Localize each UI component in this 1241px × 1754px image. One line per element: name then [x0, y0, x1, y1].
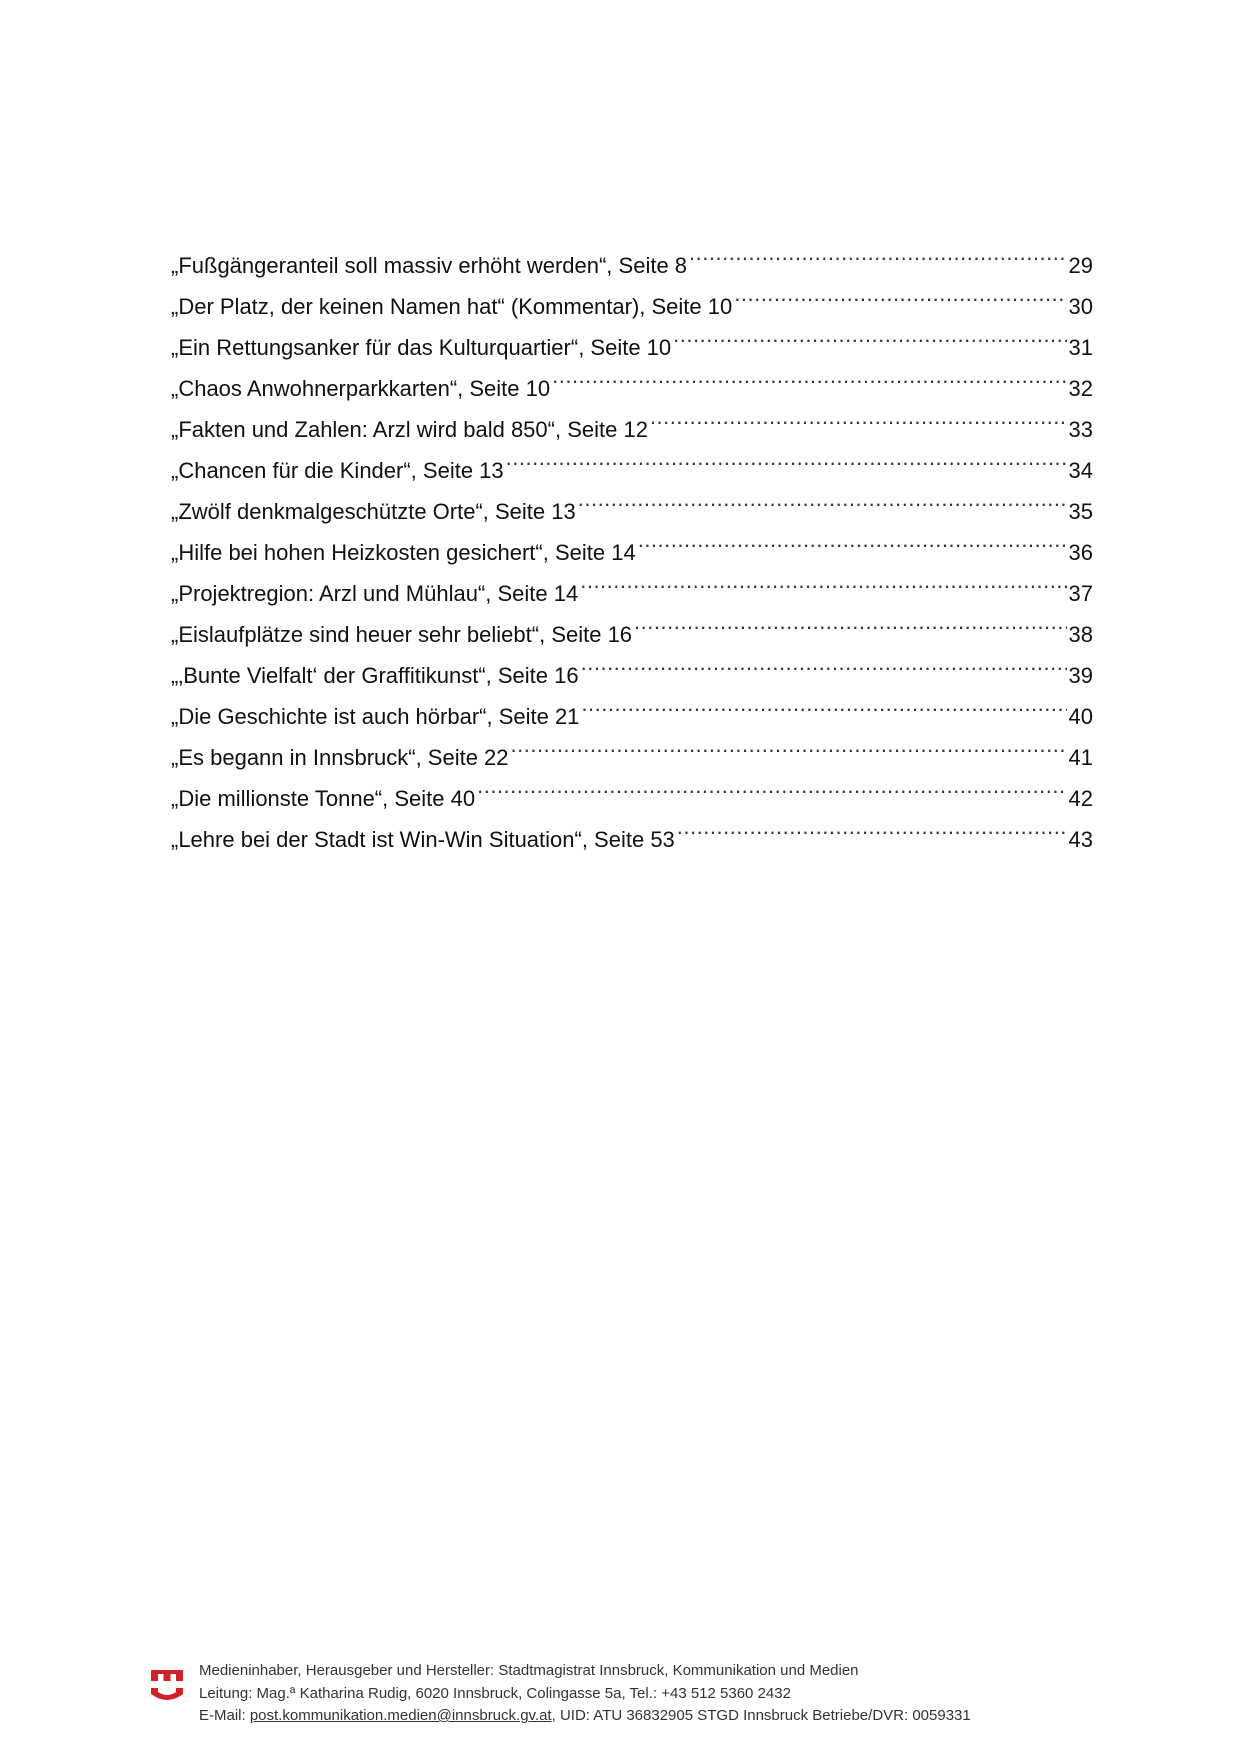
toc-dot-leader — [552, 355, 1066, 396]
toc-entry-page-number: 29 — [1068, 253, 1093, 278]
toc-entry-title: „Ein Rettungsanker für das Kulturquartier“, Seite 10 — [171, 335, 672, 360]
toc-entry-title: „Die millionste Tonne“, Seite 40 — [171, 786, 476, 811]
toc-dot-leader — [734, 273, 1066, 314]
toc-entry-title: „Eislaufplätze sind heuer sehr beliebt“, Seite 16 — [171, 622, 633, 647]
toc-dot-leader — [581, 642, 1067, 683]
toc-entry-title: „‚Bunte Vielfalt‘ der Graffitikunst“, Seite 16 — [171, 663, 579, 688]
footer-email-link[interactable]: post.kommunikation.medien@innsbruck.gv.at — [249, 1707, 552, 1724]
toc-dot-leader — [650, 396, 1067, 437]
toc-entry-page-number: 33 — [1068, 417, 1093, 442]
footer-contact-line — [199, 1705, 971, 1728]
toc-entry-title: „Fakten und Zahlen: Arzl wird bald 850“, Seite 12 — [171, 417, 648, 442]
toc-entry-title: „Der Platz, der keinen Namen hat“ (Kommentar), Seite 10 — [171, 294, 733, 319]
toc-entry-title: „Die Geschichte ist auch hörbar“, Seite 21 — [171, 704, 580, 729]
toc-entry-page-number: 39 — [1068, 663, 1093, 688]
toc-entry-page-number: 34 — [1068, 458, 1093, 483]
footer-publisher-line: Medieninhaber, Herausgeber und Hersteller: Stadtmagistrat Innsbruck, Kommunikation und Medien — [199, 1662, 859, 1679]
toc-dot-leader — [677, 806, 1067, 847]
page-footer — [150, 1660, 1100, 1740]
toc-entry-title: „Zwölf denkmalgeschützte Orte“, Seite 13 — [171, 499, 576, 524]
toc-entry-title: „Projektregion: Arzl und Mühlau“, Seite 14 — [171, 581, 579, 606]
toc-dot-leader — [506, 437, 1067, 478]
toc-entry[interactable] — [171, 232, 1093, 278]
toc-entry-page-number: 31 — [1068, 335, 1093, 360]
toc-entry-title: „Chaos Anwohnerparkkarten“, Seite 10 — [171, 376, 551, 401]
toc-entry-page-number: 41 — [1068, 745, 1093, 770]
innsbruck-city-logo-icon — [150, 1668, 184, 1706]
toc-entry-title: „Fußgängeranteil soll massiv erhöht werden“, Seite 8 — [171, 253, 688, 278]
toc-dot-leader — [580, 560, 1066, 601]
toc-dot-leader — [634, 601, 1066, 642]
toc-entry-page-number: 30 — [1068, 294, 1093, 319]
toc-dot-leader — [638, 519, 1067, 560]
toc-entry-title: „Es begann in Innsbruck“, Seite 22 — [171, 745, 509, 770]
toc-entry-page-number: 32 — [1068, 376, 1093, 401]
table-of-contents — [171, 232, 1093, 852]
toc-entry-page-number: 42 — [1068, 786, 1093, 811]
toc-dot-leader — [511, 724, 1067, 765]
toc-entry-title: „Hilfe bei hohen Heizkosten gesichert“, Seite 14 — [171, 540, 636, 565]
toc-entry-title: „Lehre bei der Stadt ist Win-Win Situation“, Seite 53 — [171, 827, 675, 852]
toc-dot-leader — [689, 232, 1066, 273]
toc-entry-page-number: 38 — [1068, 622, 1093, 647]
toc-dot-leader — [581, 683, 1066, 724]
footer-email-label: E-Mail: — [199, 1707, 250, 1724]
toc-entry-page-number: 37 — [1068, 581, 1093, 606]
toc-entry-page-number: 35 — [1068, 499, 1093, 524]
toc-entry-page-number: 43 — [1068, 827, 1093, 852]
toc-dot-leader — [477, 765, 1066, 806]
toc-entry-page-number: 40 — [1068, 704, 1093, 729]
toc-entry-page-number: 36 — [1068, 540, 1093, 565]
toc-dot-leader — [673, 314, 1066, 355]
footer-management-line: Leitung: Mag.ª Katharina Rudig, 6020 Innsbruck, Colingasse 5a, Tel.: +43 512 5360 2432 — [199, 1684, 791, 1702]
toc-dot-leader — [578, 478, 1067, 519]
footer-uid-text: , UID: ATU 36832905 STGD Innsbruck Betriebe/DVR: 0059331 — [551, 1707, 971, 1724]
toc-entry-title: „Chancen für die Kinder“, Seite 13 — [171, 458, 504, 483]
